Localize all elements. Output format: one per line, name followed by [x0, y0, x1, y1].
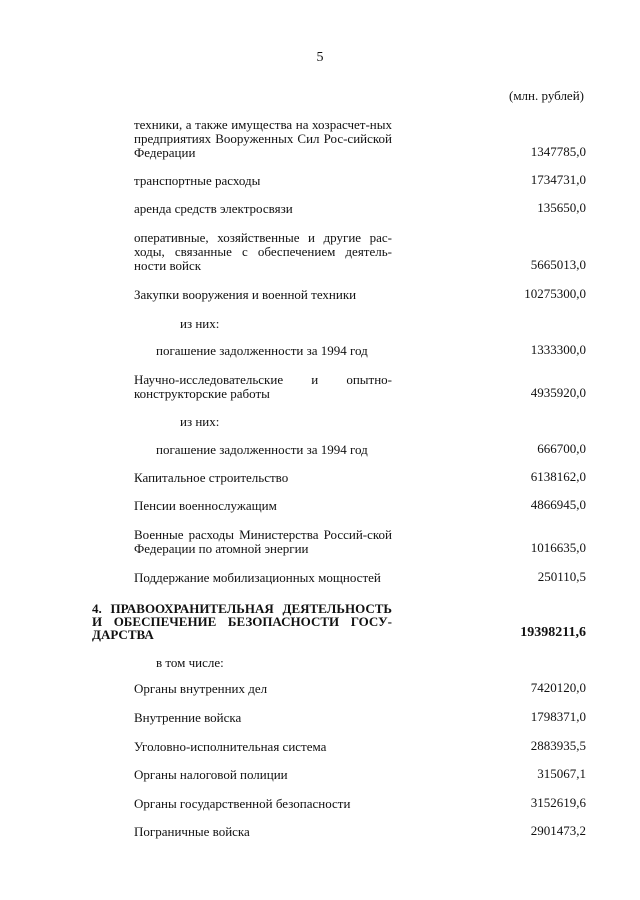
table-row: [134, 711, 586, 725]
row-label: погашение задолженности за 1994 год: [156, 442, 368, 457]
row-value: 4866945,0: [530, 497, 586, 512]
table-row: [134, 740, 586, 754]
table-row: [134, 768, 586, 782]
table-row: [134, 202, 586, 216]
row-value: 7420120,0: [530, 680, 586, 695]
section-heading: [92, 602, 586, 641]
table-row: [134, 571, 586, 585]
page-number: 5: [316, 50, 324, 65]
row-label: Пограничные войска: [134, 824, 250, 839]
section-title: 4. ПРАВООХРАНИТЕЛЬНАЯ ДЕЯТЕЛЬНОСТЬ И ОБЕСПЕЧЕНИЕ БЕЗОПАСНОСТИ ГОСУ-ДАРСТВА: [92, 601, 392, 642]
row-value: 10275300,0: [524, 286, 586, 301]
row-label: Органы государственной безопасности: [134, 796, 351, 811]
row-value: 2901473,2: [530, 823, 586, 838]
row-value: 1798371,0: [530, 709, 586, 724]
row-value: 6138162,0: [530, 469, 586, 484]
row-label: аренда средств электросвязи: [134, 201, 293, 216]
table-row: [134, 682, 586, 696]
row-value: 135650,0: [537, 200, 586, 215]
table-row: [134, 656, 586, 670]
table-row: [134, 288, 586, 302]
row-label: Военные расходы Министерства Россий-ской Федерации по атомной энергии: [134, 527, 392, 556]
row-value: 1734731,0: [530, 172, 586, 187]
row-label: из них:: [180, 316, 220, 331]
row-label: техники, а также имущества на хозрасчет-ных предприятиях Вооруженных Сил Рос-сийской Федерации: [134, 117, 392, 160]
row-value: 1347785,0: [530, 144, 586, 159]
row-value: 250110,5: [537, 569, 586, 584]
table-row: [134, 231, 586, 273]
table-row: [134, 415, 586, 429]
row-value: 1333300,0: [530, 342, 586, 357]
table-row: [134, 443, 586, 457]
row-label: Внутренние войска: [134, 710, 242, 725]
row-label: Закупки вооружения и военной техники: [134, 287, 357, 302]
table-row: [134, 317, 586, 331]
table-row: [134, 528, 586, 556]
row-label: Поддержание мобилизационных мощностей: [134, 570, 381, 585]
row-value: 1016635,0: [530, 540, 586, 555]
table-row: [134, 373, 586, 401]
row-label: Капитальное строительство: [134, 470, 289, 485]
row-label: Научно-исследовательские и опытно-конструкторские работы: [134, 372, 392, 401]
units-label: (млн. рублей): [509, 88, 584, 103]
row-value: 5665013,0: [530, 257, 586, 272]
table-row: [134, 344, 586, 358]
row-value: 315067,1: [537, 766, 586, 781]
row-label: погашение задолженности за 1994 год: [156, 343, 368, 358]
section-total: 19398211,6: [520, 625, 586, 640]
row-label: Органы налоговой полиции: [134, 767, 288, 782]
row-value: 2883935,5: [530, 738, 586, 753]
row-label: из них:: [180, 414, 220, 429]
row-label: Уголовно-исполнительная система: [134, 739, 327, 754]
row-value: 4935920,0: [530, 385, 586, 400]
row-value: 666700,0: [537, 441, 586, 456]
table-row: [134, 825, 586, 839]
table-row: [134, 118, 586, 160]
table-row: [134, 174, 586, 188]
table-row: [134, 499, 586, 513]
row-label: Органы внутренних дел: [134, 681, 268, 696]
row-label: в том числе:: [156, 655, 224, 670]
row-value: 3152619,6: [530, 795, 586, 810]
row-label: Пенсии военнослужащим: [134, 498, 277, 513]
row-label: оперативные, хозяйственные и другие рас-ходы, связанные с обеспечением деятель-ности войск: [134, 230, 392, 273]
table-row: [134, 797, 586, 811]
table-row: [134, 471, 586, 485]
row-label: транспортные расходы: [134, 173, 261, 188]
